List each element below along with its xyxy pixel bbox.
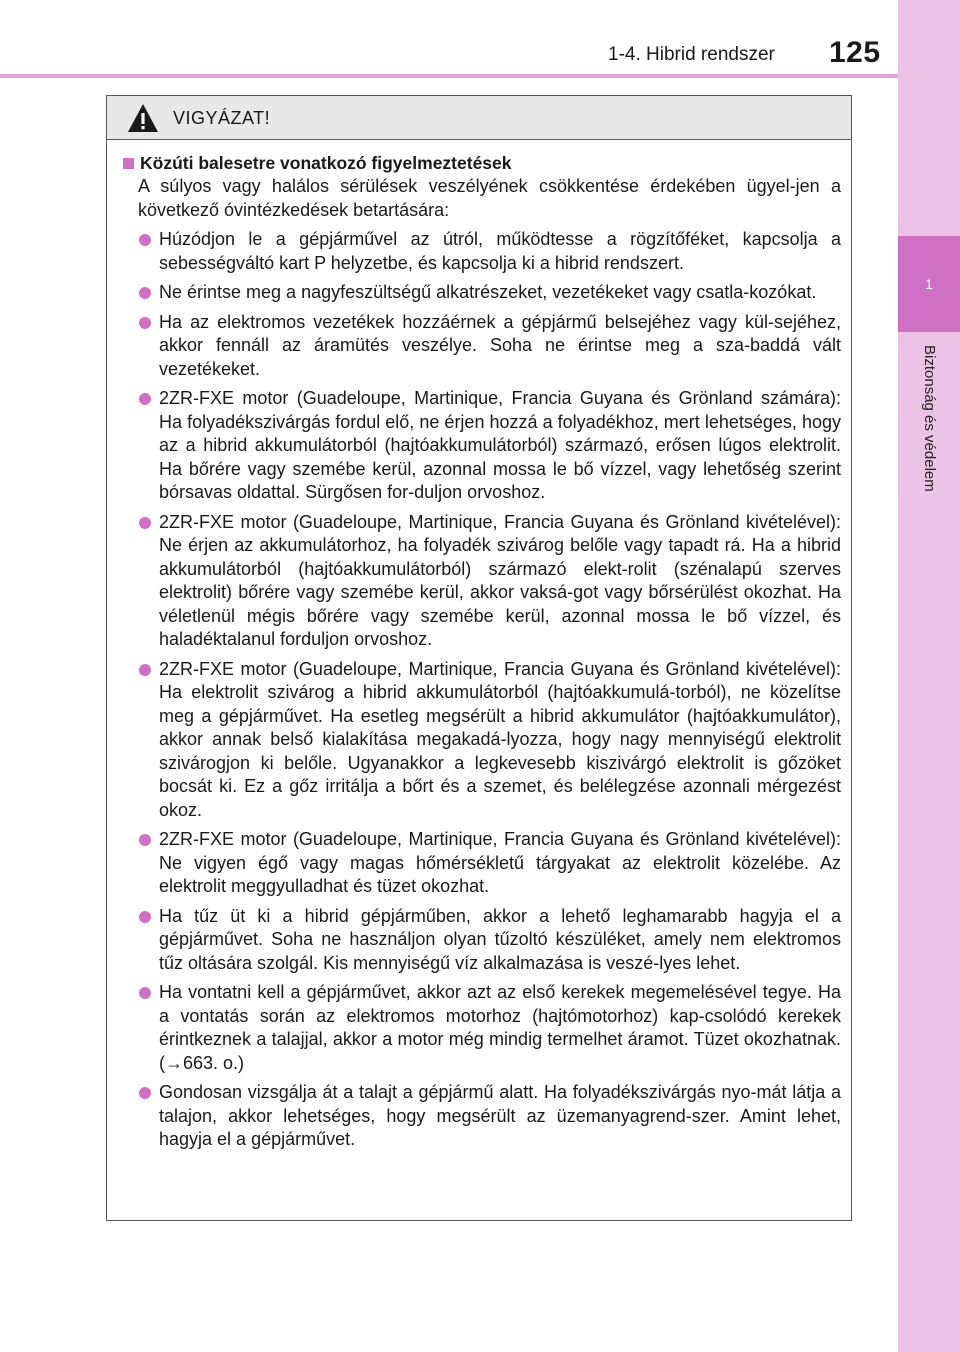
chapter-title: Biztonság és védelem bbox=[921, 345, 938, 492]
warning-item: Ne érintse meg a nagyfeszültségű alkatrészeket, vezetékeket vagy csatla-kozókat. bbox=[123, 281, 841, 305]
warning-heading-text: Közúti balesetre vonatkozó figyelmeztetések bbox=[140, 153, 512, 173]
section-title: 1-4. Hibrid rendszer bbox=[608, 44, 775, 65]
bullet-dot-icon bbox=[139, 317, 151, 329]
bullet-dot-icon bbox=[139, 664, 151, 676]
warning-intro: A súlyos vagy halálos sérülések veszélyének csökkentése érdekében ügyel-jen a következő óvintézkedések betartására: bbox=[138, 176, 841, 220]
bullet-dot-icon bbox=[139, 1087, 151, 1099]
warning-body bbox=[107, 140, 851, 1152]
warning-title: VIGYÁZAT! bbox=[173, 108, 271, 128]
chapter-number: 1 bbox=[925, 276, 933, 292]
bullet-dot-icon bbox=[139, 911, 151, 923]
warning-item: Ha vontatni kell a gépjárművet, akkor azt az első kerekek megemelésével tegye. Ha a vontatás során az elektromos motorhoz (hajtómotorhoz) kap-csolódó kerekek érintkeznek a talajjal, akkor a motor még mindig termelhet áramot. Tüzet okozhatnak. (→663. o.) bbox=[123, 981, 841, 1075]
bullet-dot-icon bbox=[139, 517, 151, 529]
bullet-dot-icon bbox=[139, 234, 151, 246]
warning-item: Ha az elektromos vezetékek hozzáérnek a gépjármű belsejéhez vagy kül-sejéhez, akkor fennáll az áramütés veszélye. Soha ne érintse meg a sza-baddá vált vezetékeket. bbox=[123, 311, 841, 382]
warning-list bbox=[123, 228, 841, 1152]
warning-triangle-icon bbox=[127, 103, 159, 133]
warning-item: 2ZR-FXE motor (Guadeloupe, Martinique, Francia Guyana és Grönland kivételével): Ne érjen az akkumulátorhoz, ha folyadék szivárog belőle vagy tapadt rá. Ha a hibrid akkumulátorból (hajtóakkumulátorból) származó elekt-rolit (szénalapú szerves elektrolit) bőrére vagy szemébe kerül, akkor vaksá-got vagy bőrsérülést okozhat. Ha véletlenül mégis bőrére vagy szemébe kerül, azonnal mossa le bő vízzel, és haladéktalanul forduljon orvoshoz. bbox=[123, 511, 841, 652]
warning-item: Gondosan vizsgálja át a talajt a gépjármű alatt. Ha folyadékszivárgás nyo-mát látja a talajon, akkor lehetséges, hogy megsérült az üzemanyagrend-szer. Amint lehet, hagyja el a gépjárművet. bbox=[123, 1081, 841, 1152]
warning-item: Húzódjon le a gépjárművel az útról, működtesse a rögzítőféket, kapcsolja a sebességváltó kart P helyzetbe, és kapcsolja ki a hibrid rendszert. bbox=[123, 228, 841, 275]
warning-heading bbox=[123, 152, 841, 175]
header-rule bbox=[0, 74, 898, 78]
warning-item: 2ZR-FXE motor (Guadeloupe, Martinique, Francia Guyana és Grönland kivételével): Ha elektrolit szivárog a hibrid akkumulátorból (hajtóakkumulá-torból), ne közelítse meg a gépjárművet. Ha esetleg megsérült a hibrid akkumulátor (hajtóakkumulátor), akkor annak belső kialakítása megakadá-lyozza, hogy nagy mennyiségű elektrolit szivárogjon ki belőle. Ugyanakkor a legkevesebb kiszivárgó elektrolit is gőzöket bocsát ki. Ez a gőz irritálja a bőrt és a szemet, és belélegzése azonnali mérgezést okoz. bbox=[123, 658, 841, 823]
warning-box bbox=[106, 95, 852, 1221]
page-number: 125 bbox=[829, 36, 881, 69]
bullet-dot-icon bbox=[139, 834, 151, 846]
bullet-dot-icon bbox=[139, 393, 151, 405]
bullet-dot-icon bbox=[139, 987, 151, 999]
warning-item: 2ZR-FXE motor (Guadeloupe, Martinique, Francia Guyana és Grönland számára): Ha folyadékszivárgás fordul elő, ne érjen hozzá a folyadékhoz, mert lehetséges, hogy az a hibrid akkumulátorból (hajtóakkumulátorból) származó, erősen lúgos elektrolit. Ha bőrére vagy szemébe kerül, azonnal mossa le bő vízzel, vagy lehetőség szerint bórsavas oldattal. Sürgősen for-duljon orvoshoz. bbox=[123, 387, 841, 505]
warning-header bbox=[107, 96, 851, 140]
warning-item: Ha tűz üt ki a hibrid gépjárműben, akkor a lehető leghamarabb hagyja el a gépjárművet. Soha ne használjon olyan tűzoltó készüléket, amely nem elektromos tűz oltására szolgál. Kis mennyiségű víz alkalmazása is veszé-lyes lehet. bbox=[123, 905, 841, 976]
chapter-side-tab bbox=[898, 0, 960, 1352]
bullet-dot-icon bbox=[139, 287, 151, 299]
warning-item: 2ZR-FXE motor (Guadeloupe, Martinique, Francia Guyana és Grönland kivételével): Ne vigyen égő vagy magas hőmérsékletű tárgyakat az elektrolit közelébe. Az elektrolit meggyulladhat és tüzet okozhat. bbox=[123, 828, 841, 899]
square-bullet-icon bbox=[123, 158, 134, 169]
